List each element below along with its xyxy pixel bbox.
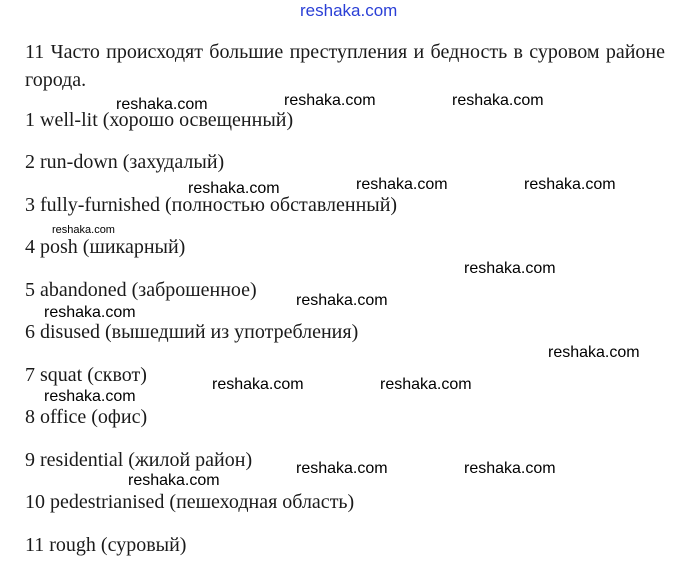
watermark: reshaka.com — [548, 344, 640, 361]
watermark: reshaka.com — [52, 224, 115, 236]
list-item: 6 disused (вышедший из употребления) — [25, 321, 359, 343]
watermark: reshaka.com — [296, 460, 388, 477]
exercise-intro: 11 Часто происходят большие преступления и бедность в суровом районе города. — [25, 41, 665, 91]
list-item: 3 fully-furnished (полностью обставленный) — [25, 194, 398, 216]
list-item: 2 run-down (захудалый) — [25, 151, 225, 173]
watermark: reshaka.com — [356, 176, 448, 193]
watermark: reshaka.com — [524, 176, 616, 193]
watermark: reshaka.com — [212, 376, 304, 393]
watermark: reshaka.com — [452, 92, 544, 109]
header-watermark: reshaka.com — [300, 1, 398, 20]
watermark: reshaka.com — [188, 180, 280, 197]
list-item: 7 squat (сквот) — [25, 364, 147, 386]
list-item: 11 rough (суровый) — [25, 534, 187, 556]
watermark: reshaka.com — [464, 260, 556, 277]
list-item: 10 pedestrianised (пешеходная область) — [25, 491, 355, 513]
list-item: 4 posh (шикарный) — [25, 236, 186, 258]
watermark: reshaka.com — [380, 376, 472, 393]
watermark: reshaka.com — [116, 96, 208, 113]
watermark: reshaka.com — [44, 304, 136, 321]
list-item: 5 abandoned (заброшенное) — [25, 279, 257, 301]
watermark: reshaka.com — [284, 92, 376, 109]
watermark: reshaka.com — [296, 292, 388, 309]
list-item: 9 residential (жилой район) — [25, 449, 253, 471]
watermark: reshaka.com — [44, 388, 136, 405]
watermark: reshaka.com — [128, 472, 220, 489]
list-item: 1 well-lit (хорошо освещенный) — [25, 109, 294, 131]
watermark: reshaka.com — [464, 460, 556, 477]
list-item: 8 office (офис) — [25, 406, 148, 428]
